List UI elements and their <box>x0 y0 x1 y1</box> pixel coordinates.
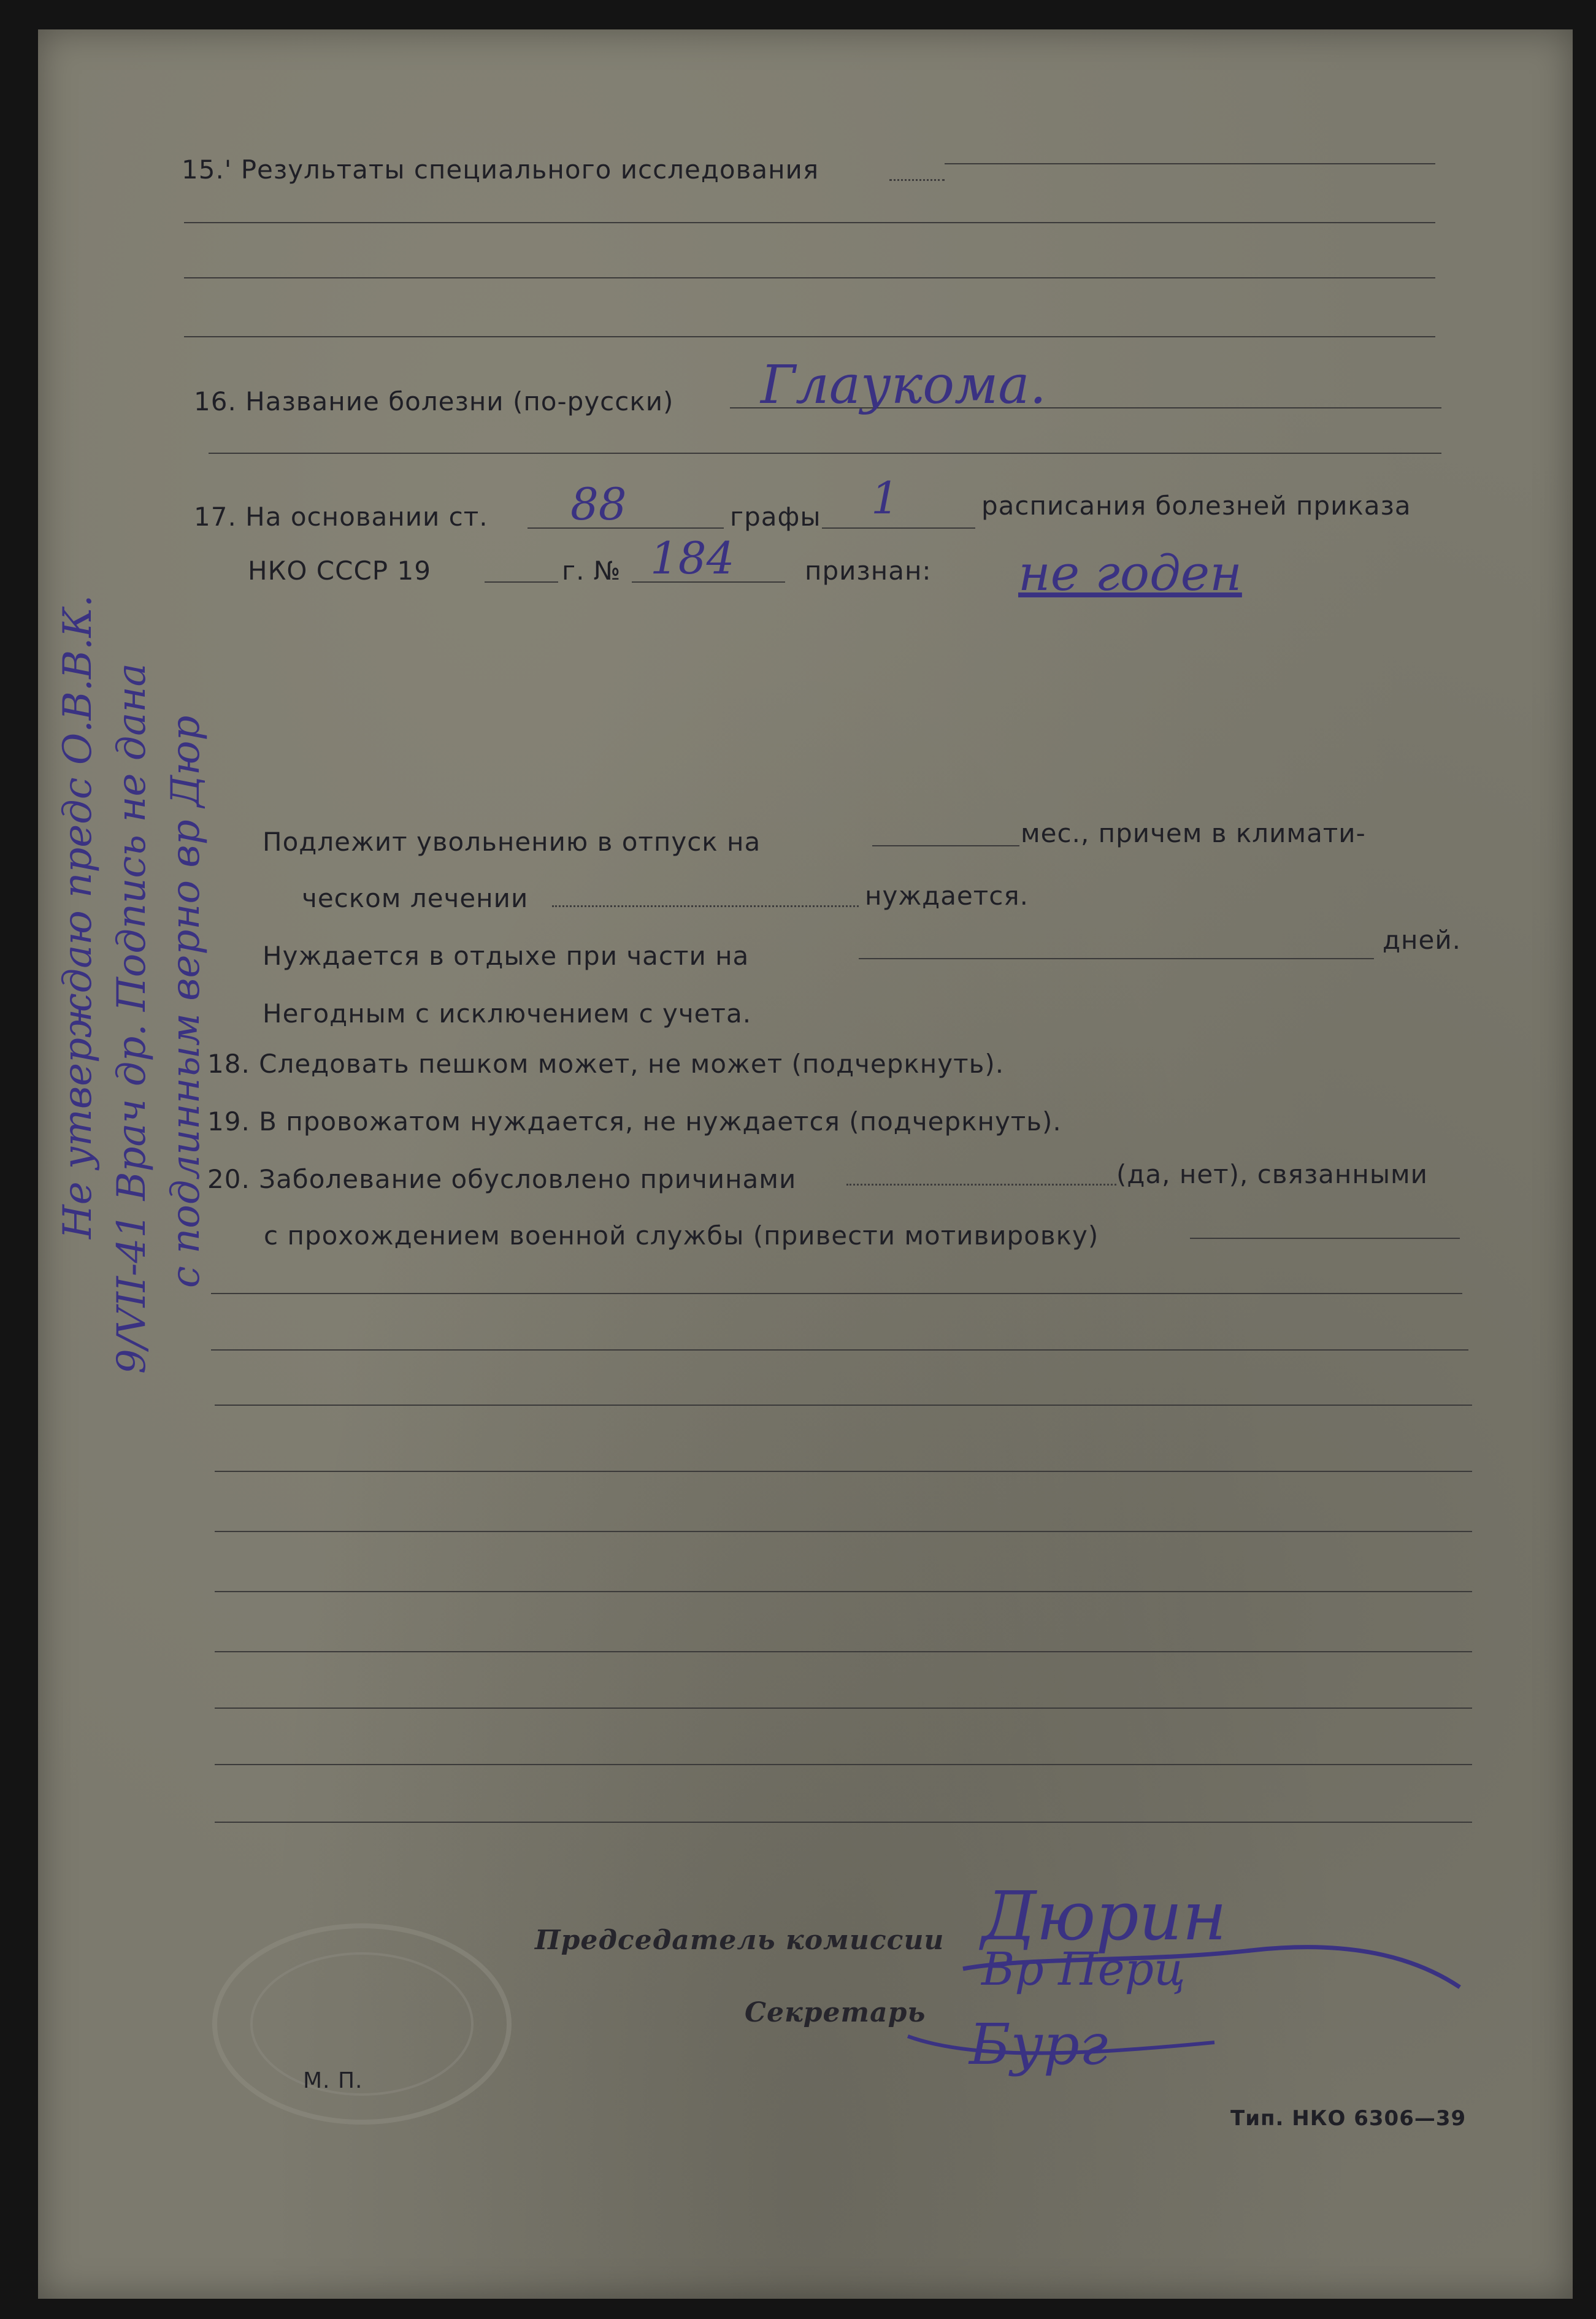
secretary-signature-stroke <box>902 2024 1221 2079</box>
side-note-line3: с подлинным верно вр Дюр <box>163 715 209 1288</box>
verdict-label: признан: <box>805 556 932 586</box>
handwritten-verdict: не годен <box>1018 545 1242 602</box>
fill-line <box>211 1293 1462 1294</box>
chairman-label: Председатель комиссии <box>535 1925 945 1956</box>
fill-line <box>215 1822 1472 1823</box>
schedule-label: расписания болезней приказа <box>981 491 1411 521</box>
item-20-label: 20. Заболевание обусловлено причинами <box>207 1164 797 1194</box>
secretary-label: Секретарь <box>745 1997 926 2028</box>
fill-line <box>215 1531 1472 1532</box>
fill-line <box>209 453 1441 454</box>
leave-months-label: мес., причем в климати- <box>1021 818 1366 848</box>
item-20-yesno: (да, нет), связанными <box>1116 1159 1428 1189</box>
nko-label: НКО СССР 19 <box>248 556 431 586</box>
secretary-signature-1: Вр Перц <box>981 1943 1186 1996</box>
fill-line <box>859 958 1374 959</box>
fill-line <box>184 222 1435 223</box>
item-16-label: 16. Название болезни (по-русски) <box>194 386 674 416</box>
fill-line <box>846 1184 1116 1186</box>
secretary-signature-2: Бург <box>969 2012 1108 2077</box>
item-19-label: 19. В провожатом нуждается, не нуждается (подчеркнуть). <box>207 1106 1062 1137</box>
fill-line <box>872 845 1019 846</box>
side-note-line2: 9/VII-41 Врач др. Подпись не дана <box>109 663 155 1374</box>
climate-needs-label: нуждается. <box>865 881 1029 911</box>
item-20-motivation: с прохождением военной службы (привести мотивировку) <box>264 1221 1099 1251</box>
fill-line <box>822 527 975 529</box>
climate-label: ческом лечении <box>302 883 529 913</box>
fill-line <box>184 277 1435 278</box>
item-17-label: 17. На основании ст. <box>194 502 488 532</box>
fill-line <box>215 1764 1472 1765</box>
order-number-label: г. № <box>562 556 621 586</box>
fill-line <box>184 336 1435 337</box>
fill-line <box>211 1349 1468 1351</box>
faded-stamp <box>202 1914 521 2134</box>
fill-line <box>485 581 558 583</box>
grafy-label: графы <box>730 502 821 532</box>
fill-line <box>552 905 859 907</box>
fill-line <box>889 179 945 181</box>
handwritten-disease: Глаукома. <box>761 355 1046 416</box>
handwritten-order-number: 184 <box>650 532 735 584</box>
fill-line <box>215 1471 1472 1472</box>
chairman-signature: Дюрин <box>981 1877 1227 1955</box>
leave-label: Подлежит увольнению в отпуск на <box>263 827 761 857</box>
stamp-place-label: М. П. <box>303 2068 363 2093</box>
handwritten-article: 88 <box>570 478 627 530</box>
unfit-label: Негодным с исключением с учета. <box>263 999 752 1029</box>
rest-label: Нуждается в отдыхе при части на <box>263 941 750 971</box>
item-18-label: 18. Следовать пешком может, не может (подчеркнуть). <box>207 1049 1005 1079</box>
fill-line <box>215 1591 1472 1592</box>
fill-line <box>215 1405 1472 1406</box>
fill-line <box>215 1708 1472 1709</box>
fill-line <box>1190 1238 1460 1239</box>
handwritten-grafa: 1 <box>871 472 899 524</box>
side-note-line1: Не утверждаю предс О.В.В.К. <box>55 594 101 1239</box>
rest-days-label: дней. <box>1383 925 1461 955</box>
item-15-label: 15.' Результаты специального исследования <box>182 155 819 185</box>
printer-mark: Тип. НКО 6306—39 <box>1230 2106 1467 2131</box>
fill-line <box>215 1651 1472 1652</box>
fill-line <box>945 163 1435 164</box>
